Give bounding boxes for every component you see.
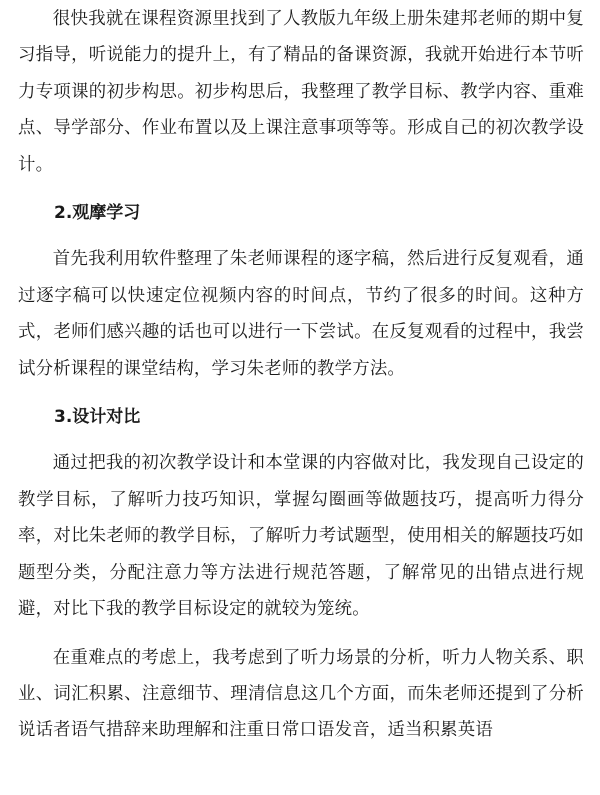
- paragraph-initial-design: 很快我就在课程资源里找到了人教版九年级上册朱建邦老师的期中复习指导，听说能力的提升上，有了精品的备课资源，我就开始进行本节听力专项课的初步构思。初步构思后，我整理了教学目标、教学内容、重难点、导学部分、作业布置以及上课注意事项等等。形成自己的初次教学设计。: [18, 9, 584, 175]
- paragraph-observe-learn: 首先我利用软件整理了朱老师课程的逐字稿，然后进行反复观看，通过逐字稿可以快速定位视频内容的时间点，节约了很多的时间。这种方式，老师们感兴趣的话也可以进行一下尝试。在反复观看的过程中，我尝试分析课程的课堂结构，学习朱老师的教学方法。: [18, 249, 584, 379]
- section-heading-design-compare: 3.设计对比: [54, 407, 141, 428]
- section-heading-observe-learn: 2.观摩学习: [54, 203, 141, 224]
- paragraph-key-difficulties: 在重难点的考虑上，我考虑到了听力场景的分析，听力人物关系、职业、词汇积累、注意细节、理清信息这几个方面，而朱老师还提到了分析说话者语气措辞来助理解和注重日常口语发音，适当积累英语: [18, 647, 584, 741]
- paragraph-design-compare: 通过把我的初次教学设计和本堂课的内容做对比，我发现自己设定的教学目标，了解听力技巧知识，掌握勾圈画等做题技巧，提高听力得分率，对比朱老师的教学目标，了解听力考试题型，使用相关的解题技巧如题型分类，分配注意力等方法进行规范答题，了解常见的出错点进行规避，对比下我的教学目标设定的就较为笼统。: [18, 453, 584, 620]
- document-body: [18, 0, 584, 749]
